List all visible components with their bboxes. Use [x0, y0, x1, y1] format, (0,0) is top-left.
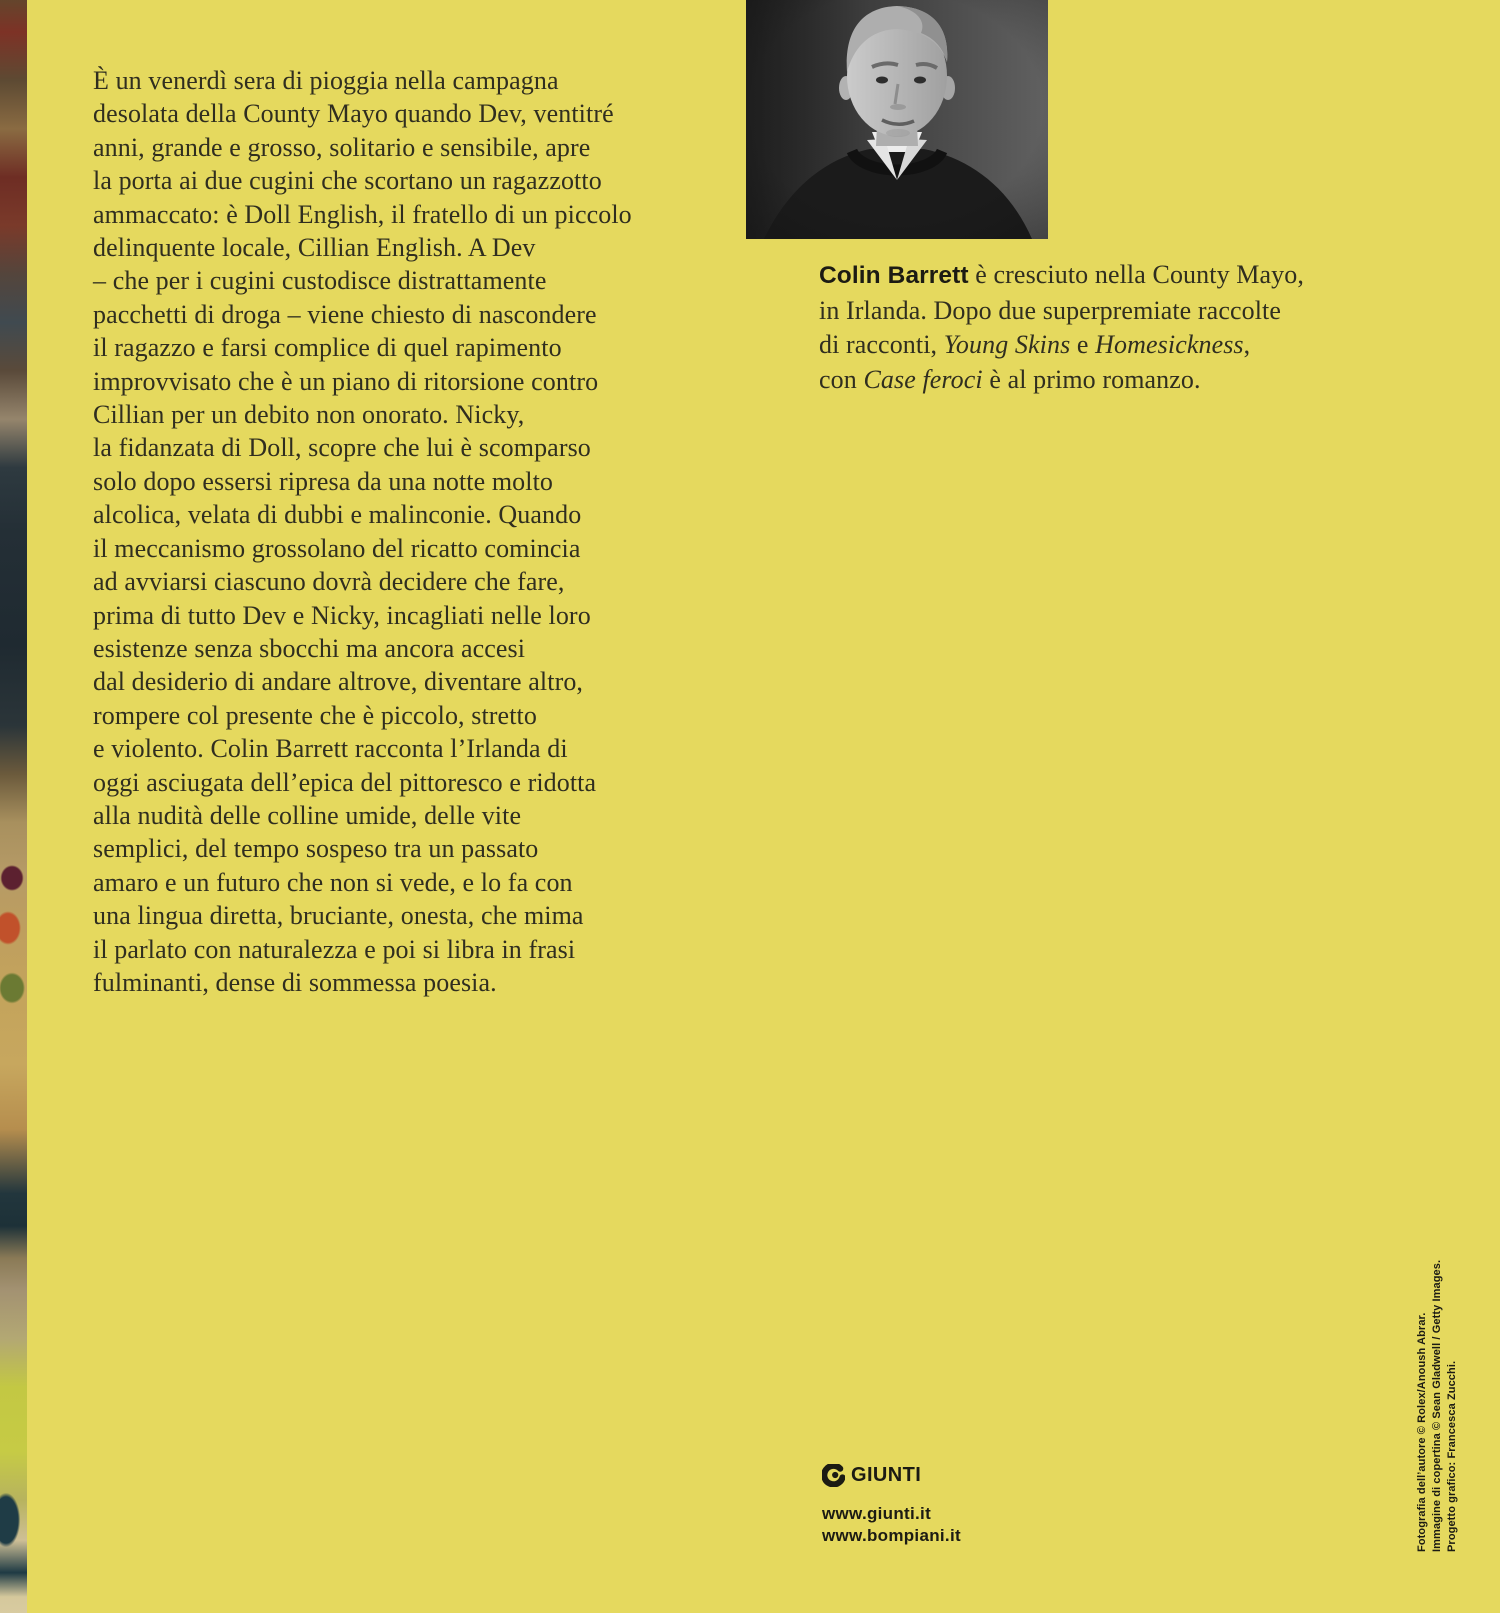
bio-line: Colin Barrett è cresciuto nella County Mayo, — [819, 260, 1304, 289]
credit-line: Fotografia dell’autore © Rolex/Anoush Abrar. — [1416, 1312, 1428, 1552]
blurb-line: semplici, del tempo sospeso tra un passato — [93, 834, 539, 864]
publisher-name: GIUNTI — [851, 1464, 922, 1486]
credit-line: Immagine di copertina © Sean Gladwell / Getty Images. — [1431, 1259, 1443, 1552]
blurb-line: ad avviarsi ciascuno dovrà decidere che fare, — [93, 567, 565, 597]
blurb-line: pacchetti di droga – viene chiesto di nascondere — [93, 299, 597, 329]
blurb-line: la porta ai due cugini che scortano un ragazzotto — [93, 166, 602, 196]
blurb-line: solo dopo essersi ripresa da una notte molto — [93, 466, 554, 496]
giunti-logo — [822, 1464, 961, 1487]
blurb-line: rompere col presente che è piccolo, stretto — [93, 700, 537, 730]
blurb-line: alcolica, velata di dubbi e malinconie. Quando — [93, 500, 582, 530]
blurb-line: alla nudità delle colline umide, delle vite — [93, 800, 522, 830]
bio-line: con Case feroci è al primo romanzo. — [819, 364, 1201, 394]
blurb-line: improvvisato che è un piano di ritorsione contro — [93, 366, 599, 396]
blurb-line: esistenze senza sbocchi ma ancora accesi — [93, 633, 526, 663]
blurb-line: È un venerdì sera di pioggia nella campagna — [93, 66, 559, 95]
bio-line: in Irlanda. Dopo due superpremiate raccolte — [819, 295, 1281, 325]
blurb-line: il ragazzo e farsi complice di quel rapimento — [93, 333, 562, 363]
blurb-line: fulminanti, dense di sommessa poesia. — [93, 967, 497, 997]
blurb-line: delinquente locale, Cillian English. A Dev — [93, 233, 536, 263]
bio-line: di racconti, Young Skins e Homesickness, — [819, 330, 1251, 360]
blurb-line: amaro e un futuro che non si vede, e lo fa con — [93, 867, 573, 897]
blurb-line: dal desiderio di andare altrove, diventare altro, — [93, 667, 584, 697]
blurb-line: oggi asciugata dell’epica del pittoresco e ridotta — [93, 767, 597, 797]
cover-artwork-strip — [0, 0, 27, 1613]
blurb-line: anni, grande e grosso, solitario e sensibile, apre — [93, 132, 591, 162]
publisher-url: www.bompiani.it — [822, 1526, 961, 1545]
blurb-text — [93, 64, 632, 999]
photo-credits — [1415, 1260, 1460, 1552]
publisher-urls — [822, 1503, 961, 1547]
blurb-line: desolata della County Mayo quando Dev, ventitré — [93, 99, 614, 129]
blurb-line: il parlato con naturalezza e poi si libra in frasi — [93, 934, 576, 964]
blurb-line: la fidanzata di Doll, scopre che lui è scomparso — [93, 433, 591, 463]
blurb-line: Cillian per un debito non onorato. Nicky, — [93, 400, 525, 430]
blurb-line: prima di tutto Dev e Nicky, incagliati nelle loro — [93, 600, 591, 630]
blurb-line: il meccanismo grossolano del ricatto comincia — [93, 533, 581, 563]
blurb-line: – che per i cugini custodisce distrattamente — [93, 266, 547, 296]
blurb-line: ammaccato: è Doll English, il fratello di un piccolo — [93, 199, 632, 229]
blurb-line: e violento. Colin Barrett racconta l’Irlanda di — [93, 734, 568, 764]
credit-line: Progetto grafico: Francesca Zucchi. — [1446, 1360, 1458, 1552]
giunti-g-icon — [822, 1464, 845, 1487]
blurb-line: una lingua diretta, bruciante, onesta, che mima — [93, 901, 584, 931]
publisher-block — [822, 1464, 961, 1547]
author-photo — [746, 0, 1048, 239]
publisher-url: www.giunti.it — [822, 1504, 932, 1523]
author-bio — [819, 258, 1304, 397]
